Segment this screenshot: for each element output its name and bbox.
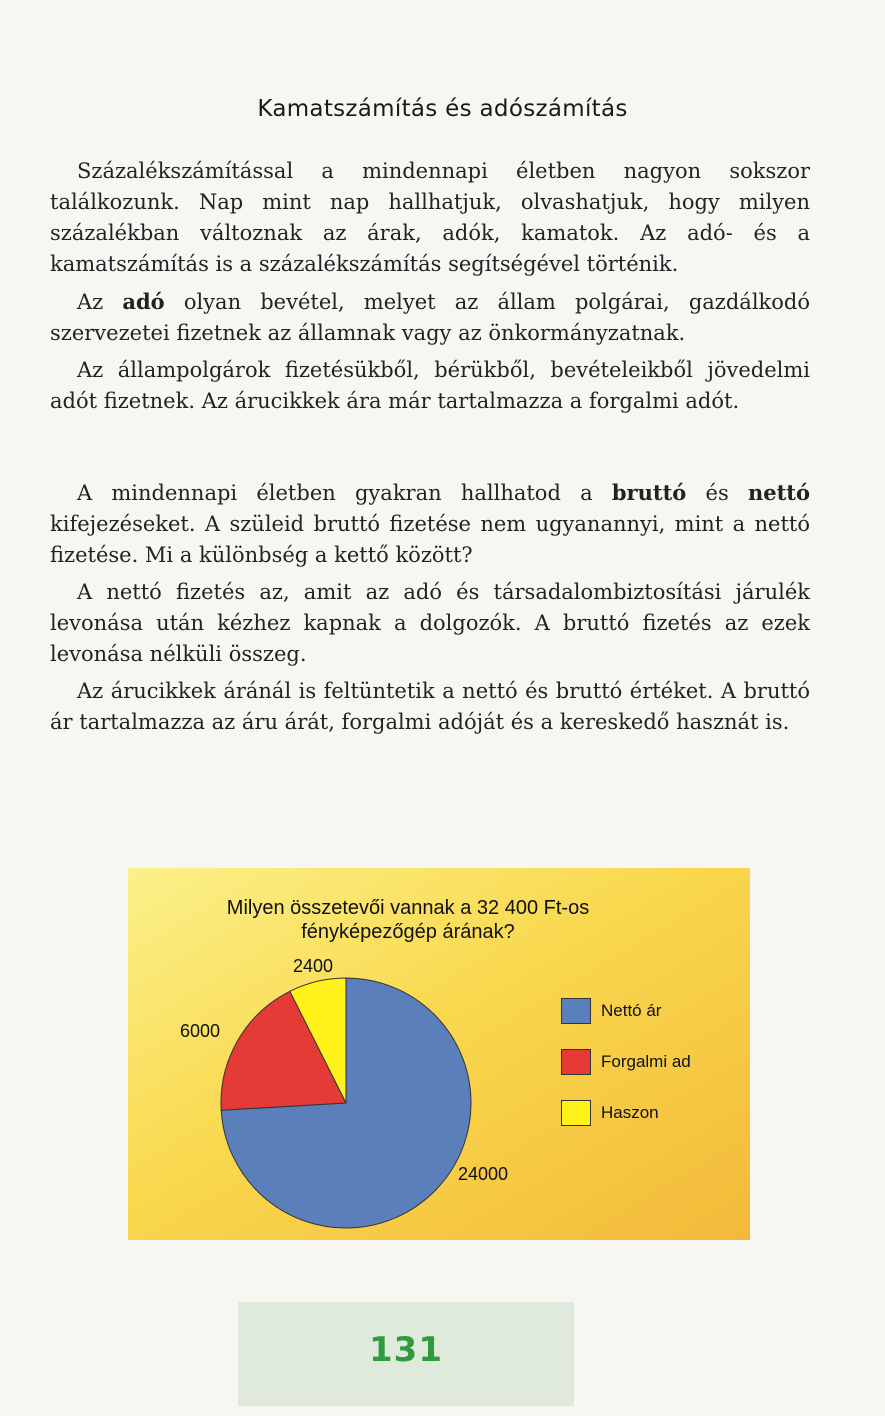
paragraph-text: Százalékszámítással a mindennapi életben nagyon sokszor találkozunk. Nap mint nap hallhatjuk, olvashatjuk, hogy milyen százalékban változnak az árak, adók, kamatok. Az adó- és a kamatszámítás is a százalékszámítás segítségével történik. xyxy=(50,159,810,276)
pie-slice-label: 6000 xyxy=(180,1021,221,1041)
chart-title-line-2: fényképezőgép árának? xyxy=(301,921,515,943)
paragraph-text: olyan bevétel, melyet az állam polgárai, gazdálkodó szervezetei fizetnek az államnak vagy az önkormányzatnak. xyxy=(50,290,810,345)
bold-term: nettó xyxy=(747,480,810,505)
intro-text-block xyxy=(50,156,810,423)
legend-swatch xyxy=(561,998,591,1024)
page-number-bar xyxy=(238,1302,574,1406)
paragraph xyxy=(50,355,810,417)
legend-label: Nettó ár xyxy=(601,1001,662,1020)
chart-title-line-1: Milyen összetevői vannak a 32 400 Ft-os xyxy=(226,897,590,919)
pie-slice-label: 2400 xyxy=(293,956,334,976)
paragraph xyxy=(50,286,810,349)
paragraph-text: Az árucikkek áránál is feltüntetik a nettó és bruttó értéket. A bruttó ár tartalmazza az áru árát, forgalmi adóját és a kereskedő hasznát is. xyxy=(50,679,810,734)
paragraph xyxy=(50,676,810,738)
netto-brutto-text-block xyxy=(50,477,810,744)
legend-label: Forgalmi ad xyxy=(601,1052,691,1071)
page-number: 131 xyxy=(369,1330,443,1370)
paragraph xyxy=(50,477,810,571)
legend-swatch xyxy=(561,1100,591,1126)
pie-chart-panel xyxy=(128,868,750,1240)
bold-term: bruttó xyxy=(611,480,687,505)
paragraph-text: kifejezéseket. A szüleid bruttó fizetése nem ugyanannyi, mint a nettó fizetése. Mi a különbség a kettő között? xyxy=(50,512,810,567)
paragraph xyxy=(50,577,810,670)
legend-label: Haszon xyxy=(601,1103,659,1122)
page-title: Kamatszámítás és adószámítás xyxy=(257,96,628,122)
paragraph-text: Az xyxy=(77,290,123,314)
bold-term: adó xyxy=(122,289,165,314)
paragraph-text: és xyxy=(686,481,748,505)
paragraph xyxy=(50,156,810,280)
paragraph-text: A nettó fizetés az, amit az adó és társadalombiztosítási járulék levonása után kézhez kapnak a dolgozók. A bruttó fizetés az ezek levonása nélküli összeg. xyxy=(50,580,810,666)
pie-slice-label: 24000 xyxy=(458,1164,509,1184)
paragraph-text: A mindennapi életben gyakran hallhatod a xyxy=(77,481,612,505)
paragraph-text: Az állampolgárok fizetésükből, bérükből, bevételeikből jövedelmi adót fizetnek. Az árucikkek ára már tartalmazza a forgalmi adót. xyxy=(50,358,810,413)
legend-swatch xyxy=(561,1049,591,1075)
